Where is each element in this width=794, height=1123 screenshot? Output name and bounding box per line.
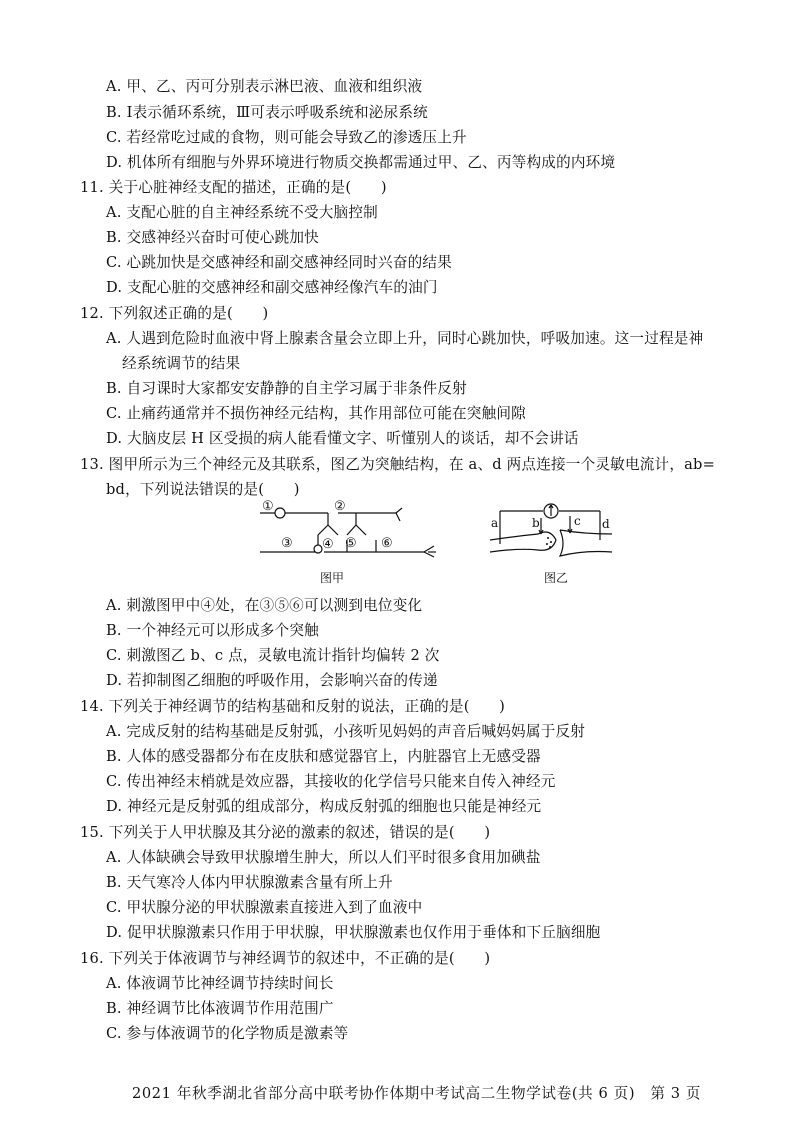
q13-option-d: D. 若抑制图乙细胞的呼吸作用，会影响兴奋的传递 [106,672,438,689]
q10-option-a: A. 甲、乙、丙可分别表示淋巴液、血液和组织液 [106,78,423,95]
q15-option-a: A. 人体缺碘会导致甲状腺增生肿大，所以人们平时很多食用加碘盐 [106,849,541,866]
q14-option-d: D. 神经元是反射弧的组成部分，构成反射弧的细胞也只能是神经元 [106,798,542,815]
figure-jia-label-5: ⑤ [345,536,357,551]
figure-yi-label-c: c [574,514,581,528]
figure-yi-label-d: d [602,517,610,531]
q10-option-c: C. 若经常吃过咸的食物，则可能会导致乙的渗透压上升 [106,129,467,146]
q13-option-b: B. 一个神经元可以形成多个突触 [106,622,319,639]
figure-jia-label-4: ④ [322,537,334,552]
q12-stem: 12. 下列叙述正确的是( ) [80,305,269,322]
q14-option-c: C. 传出神经末梢就是效应器，其接收的化学信号只能来自传入神经元 [106,773,556,790]
q16-option-c: C. 参与体液调节的化学物质是激素等 [106,1025,349,1042]
q15-option-c: C. 甲状腺分泌的甲状腺激素直接进入到了血液中 [106,899,423,916]
q13-option-a: A. 刺激图甲中④处，在③⑤⑥可以测到电位变化 [106,597,423,614]
page-footer: 2021 年秋季湖北省部分高中联考协作体期中考试高二生物学试卷(共 6 页) 第 3 页 [132,1085,702,1102]
q14-stem: 14. 下列关于神经调节的结构基础和反射的说法，正确的是( ) [80,698,506,715]
q15-option-d: D. 促甲状腺激素只作用于甲状腺，甲状腺激素也仅作用于垂体和下丘脑细胞 [106,924,601,941]
q11-stem: 11. 关于心脏神经支配的描述，正确的是( ) [80,179,387,196]
figure-yi-label-b: b [532,516,540,530]
q16-option-a: A. 体液调节比神经调节持续时间长 [106,975,334,992]
q16-stem: 16. 下列关于体液调节与神经调节的叙述中，不正确的是( ) [80,950,491,967]
q14-option-b: B. 人体的感受器都分布在皮肤和感觉器官上，内脏器官上无感受器 [106,748,541,765]
q15-stem: 15. 下列关于人甲状腺及其分泌的激素的叙述，错误的是( ) [80,824,491,841]
q12-option-a-continued: 经系统调节的结果 [122,355,241,372]
figure-jia-label-3: ③ [281,536,293,551]
figure-jia-label-6: ⑥ [381,536,393,551]
q11-option-c: C. 心跳加快是交感神经和副交感神经同时兴奋的结果 [106,254,452,271]
q12-option-c: C. 止痛药通常并不损伤神经元结构，其作用部位可能在突触间隙 [106,405,526,422]
q11-option-b: B. 交感神经兴奋时可使心跳加快 [106,229,319,246]
figure-yi-label-a: a [491,516,499,530]
q12-option-b: B. 自习课时大家都安安静静的自主学习属于非条件反射 [106,380,467,397]
q13-option-c: C. 刺激图乙 b、c 点，灵敏电流计指针均偏转 2 次 [106,647,440,664]
figure-yi-caption: 图乙 [544,571,569,585]
q12-option-d: D. 大脑皮层 H 区受损的病人能看懂文字、听懂别人的谈话，却不会讲话 [106,430,579,447]
q10-option-d: D. 机体所有细胞与外界环境进行物质交换都需通过甲、乙、丙等构成的内环境 [106,154,616,171]
q13-stem-continued: bd，下列说法错误的是( ) [106,481,300,498]
q13-stem: 13. 图甲所示为三个神经元及其联系，图乙为突触结构，在 a、d 两点连接一个灵敏电流计，ab= [80,456,716,473]
figure-yi-diagram [488,496,618,586]
q10-option-b: B. Ⅰ表示循环系统，Ⅲ可表示呼吸系统和泌尿系统 [106,104,428,121]
figure-jia-caption: 图甲 [320,571,345,585]
q15-option-b: B. 天气寒冷人体内甲状腺激素含量有所上升 [106,874,393,891]
q11-option-d: D. 支配心脏的交感神经和副交感神经像汽车的油门 [106,279,438,296]
q12-option-a: A. 人遇到危险时血液中肾上腺素含量会立即上升，同时心跳加快，呼吸加速。这一过程是神 [106,330,704,347]
q11-option-a: A. 支配心脏的自主神经系统不受大脑控制 [106,204,378,221]
figure-jia-diagram [250,496,450,586]
figure-jia-label-1: ① [262,499,274,514]
q16-option-b: B. 神经调节比体液调节作用范围广 [106,1000,334,1017]
figure-jia-label-2: ② [334,499,346,514]
q14-option-a: A. 完成反射的结构基础是反射弧，小孩听见妈妈的声音后喊妈妈属于反射 [106,723,586,740]
